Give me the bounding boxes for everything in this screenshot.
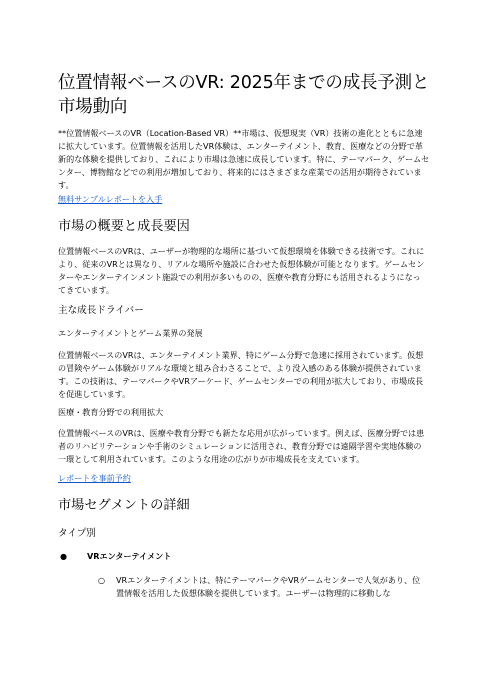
type-heading: タイプ別 [58, 528, 96, 539]
section-heading-segments: 市場セグメントの詳細 [58, 498, 190, 513]
free-sample-link[interactable]: 無料サンプルレポートを入手 [58, 194, 163, 204]
intro-paragraph: **位置情報ベースのVR（Location-Based VR）**市場は、仮想現実（VR）技術の進化とともに急速に拡大しています。位置情報を活用したVR体験は、エンターテイメント、教育、医療などの分野で革新的な体験を提供しており、これにより市場は急速に成長しています。特に、テーマパーク、ゲームセンター、博物館などでの利用が増加しており、将来的にはさまざまな産業での活用が期待されています。 [58, 128, 430, 190]
drivers-heading: 主な成長ドライバー [58, 305, 144, 316]
driver-entertainment-heading: エンターテイメントとゲーム業界の発展 [58, 328, 203, 338]
overview-paragraph: 位置情報ベースのVRは、ユーザーが物理的な場所に基づいて仮想環境を体験できる技術です。これにより、従来のVRとは異なり、リアルな場所や施設に合わせた仮想体験が可能となります。ゲームセンターやエンターテインメント施設での利用が多いものの、医療や教育分野にも活用されるようになってきています。 [58, 246, 425, 295]
driver-medical-heading: 医療・教育分野での利用拡大 [58, 407, 164, 417]
driver-medical-paragraph: 位置情報ベースのVRは、医療や教育分野でも新たな応用が広がっています。例えば、医療分野では患者のリハビリテーションや手術のシミュレーションに活用され、教育分野では遠隔学習や実地体験の一環として利用されています。このような用途の広がりが市場成長を支えています。 [58, 428, 425, 464]
sub-bullet-marker: ○ [98, 575, 106, 585]
sub-bullet-text: VRエンターテイメントは、特にテーマパークやVRゲームセンターで人気があり、位置情報を活用した仮想体験を提供しています。ユーザーは物理的に移動しな [116, 575, 421, 598]
bullet-label: VRエンターテイメント [87, 551, 172, 561]
preorder-report-link[interactable]: レポートを事前予約 [58, 473, 131, 483]
driver-entertainment-paragraph: 位置情報ベースのVRは、エンターテイメント業界、特にゲーム分野で急速に採用されています。仮想の冒険やゲーム体験がリアルな環境と組み合わさることで、より没入感のある体験が提供されています。この技術は、テーマパークやVRアーケード、ゲームセンターでの利用が拡大しており、市場成長を促進しています。 [58, 350, 424, 399]
section-heading-overview: 市場の概要と成長要因 [58, 219, 190, 234]
bullet-marker: ● [60, 551, 68, 561]
page-title: 位置情報ベースのVR: 2025年までの成長予測と市場動向 [58, 73, 430, 117]
